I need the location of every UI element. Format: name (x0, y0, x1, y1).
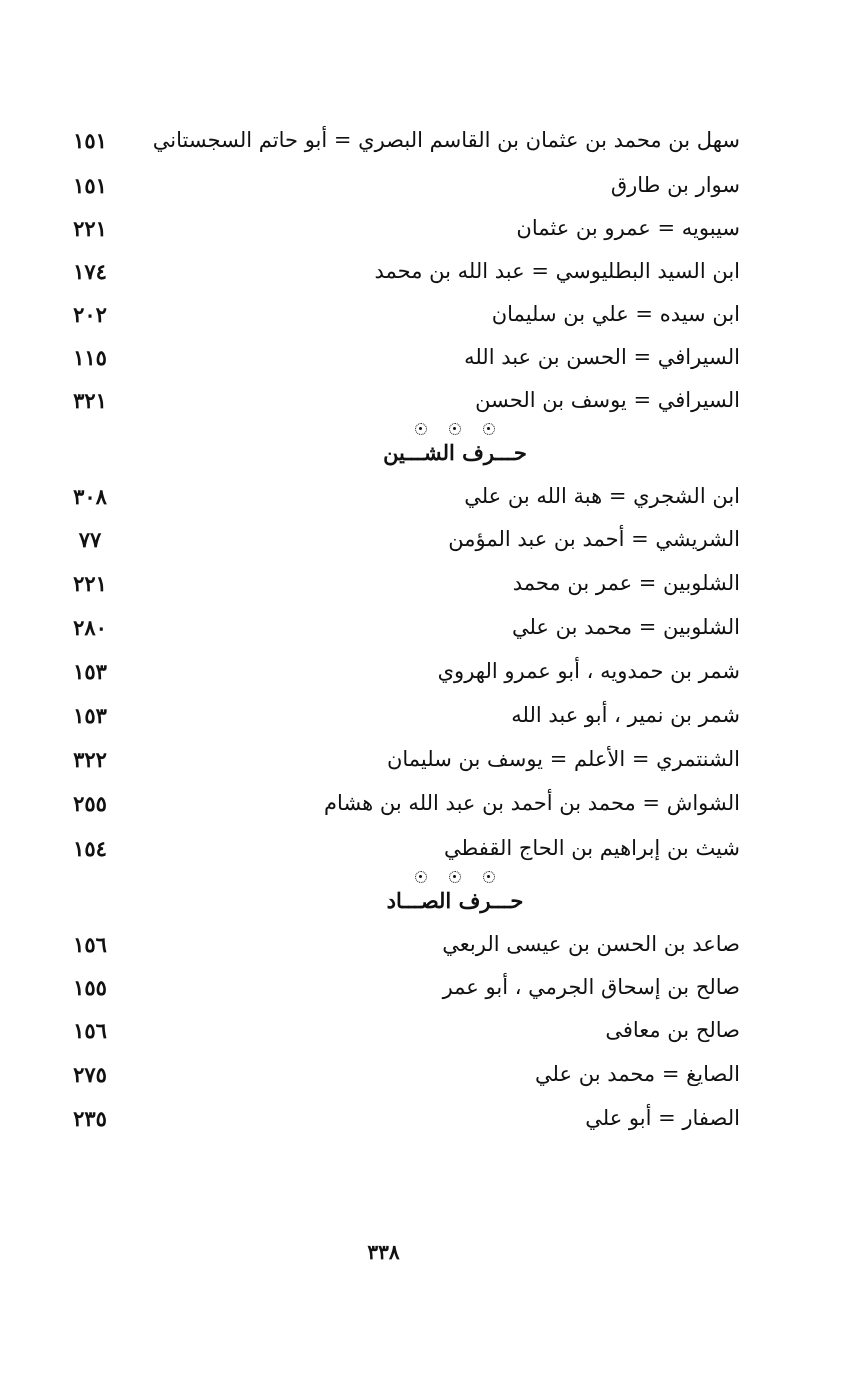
entry-name: الشلوبين = عمر بن محمد (512, 571, 740, 595)
ornament-stars-icon (350, 868, 560, 886)
index-entry (60, 380, 740, 420)
index-entry (60, 695, 740, 735)
entry-page-number: ١٥٤ (73, 835, 107, 861)
entry-name: الشواش = محمد بن أحمد بن عبد الله بن هشام (324, 791, 740, 815)
index-entry (60, 120, 740, 160)
section-heading-sad (350, 868, 560, 924)
entry-page-number: ١١٥ (73, 344, 107, 370)
entry-name: الصايغ = محمد بن علي (535, 1062, 740, 1086)
section-heading-shin (350, 420, 560, 476)
entry-name: شيث بن إبراهيم بن الحاج القفطي (443, 836, 740, 860)
entry-name: شمر بن نمير ، أبو عبد الله (511, 703, 740, 727)
ornament-stars-icon (350, 420, 560, 438)
entry-name: سوار بن طارق (610, 173, 740, 197)
entry-name: صالح بن إسحاق الجرمي ، أبو عمر (442, 975, 740, 999)
page-number: ٣٣٨ (367, 1240, 400, 1264)
entry-page-number: ٢٨٠ (73, 614, 107, 640)
entry-page-number: ١٥٦ (73, 931, 107, 957)
entry-page-number: ١٥٣ (73, 658, 107, 684)
entry-page-number: ١٥٦ (73, 1017, 107, 1043)
entry-page-number: ٣٢١ (73, 387, 107, 413)
entry-name: شمر بن حمدويه ، أبو عمرو الهروي (437, 659, 740, 683)
entry-name: الشلوبين = محمد بن علي (511, 615, 740, 639)
section-title: حـــرف الصـــاد (386, 888, 524, 913)
entry-page-number: ١٥٣ (73, 702, 107, 728)
entry-page-number: ٢٥٥ (73, 790, 107, 816)
entry-name: صالح بن معافى (605, 1018, 740, 1042)
entry-page-number: ٣٠٨ (73, 483, 107, 509)
index-entry (60, 651, 740, 691)
entry-page-number: ٢٣٥ (73, 1105, 107, 1131)
entry-page-number: ٢٠٢ (73, 301, 107, 327)
index-entry (60, 208, 740, 248)
entry-page-number: ١٧٤ (73, 258, 107, 284)
entry-name: صاعد بن الحسن بن عيسى الربعي (442, 932, 740, 956)
index-entry (60, 924, 740, 964)
entry-page-number: ١٥١ (73, 172, 107, 198)
section-title: حـــرف الشـــين (383, 440, 527, 465)
index-entry (60, 519, 740, 559)
index-entry (60, 337, 740, 377)
index-entry (60, 1054, 740, 1094)
entry-page-number: ١٥٥ (73, 974, 107, 1000)
index-entry (60, 563, 740, 603)
entry-name: الصفار = أبو علي (585, 1106, 740, 1130)
index-entry (60, 739, 740, 779)
entry-name: الشنتمري = الأعلم = يوسف بن سليمان (386, 747, 740, 771)
entry-name: السيرافي = يوسف بن الحسن (475, 388, 740, 412)
entry-name: ابن الشجري = هبة الله بن علي (464, 484, 740, 508)
entry-name: ابن سيده = علي بن سليمان (491, 302, 740, 326)
index-entry (60, 783, 740, 823)
entry-name: سهل بن محمد بن عثمان بن القاسم البصري = أبو حاتم السجستاني (152, 128, 740, 152)
entry-name: السيرافي = الحسن بن عبد الله (464, 345, 740, 369)
index-entry (60, 165, 740, 205)
index-entry (60, 1010, 740, 1050)
index-entry (60, 294, 740, 334)
index-entry (60, 251, 740, 291)
entry-name: سيبويه = عمرو بن عثمان (516, 216, 740, 240)
entry-page-number: ١٥١ (73, 127, 107, 153)
entry-page-number: ٧٧ (78, 526, 102, 552)
entry-page-number: ٢٢١ (73, 570, 107, 596)
entry-name: الشريشي = أحمد بن عبد المؤمن (448, 527, 740, 551)
index-entry (60, 476, 740, 516)
entry-page-number: ٢٧٥ (73, 1061, 107, 1087)
index-entry (60, 607, 740, 647)
index-entry (60, 1098, 740, 1138)
entry-name: ابن السيد البطليوسي = عبد الله بن محمد (374, 259, 740, 283)
entry-page-number: ٣٢٢ (73, 746, 107, 772)
index-entry (60, 828, 740, 868)
entry-page-number: ٢٢١ (73, 215, 107, 241)
index-entry (60, 967, 740, 1007)
